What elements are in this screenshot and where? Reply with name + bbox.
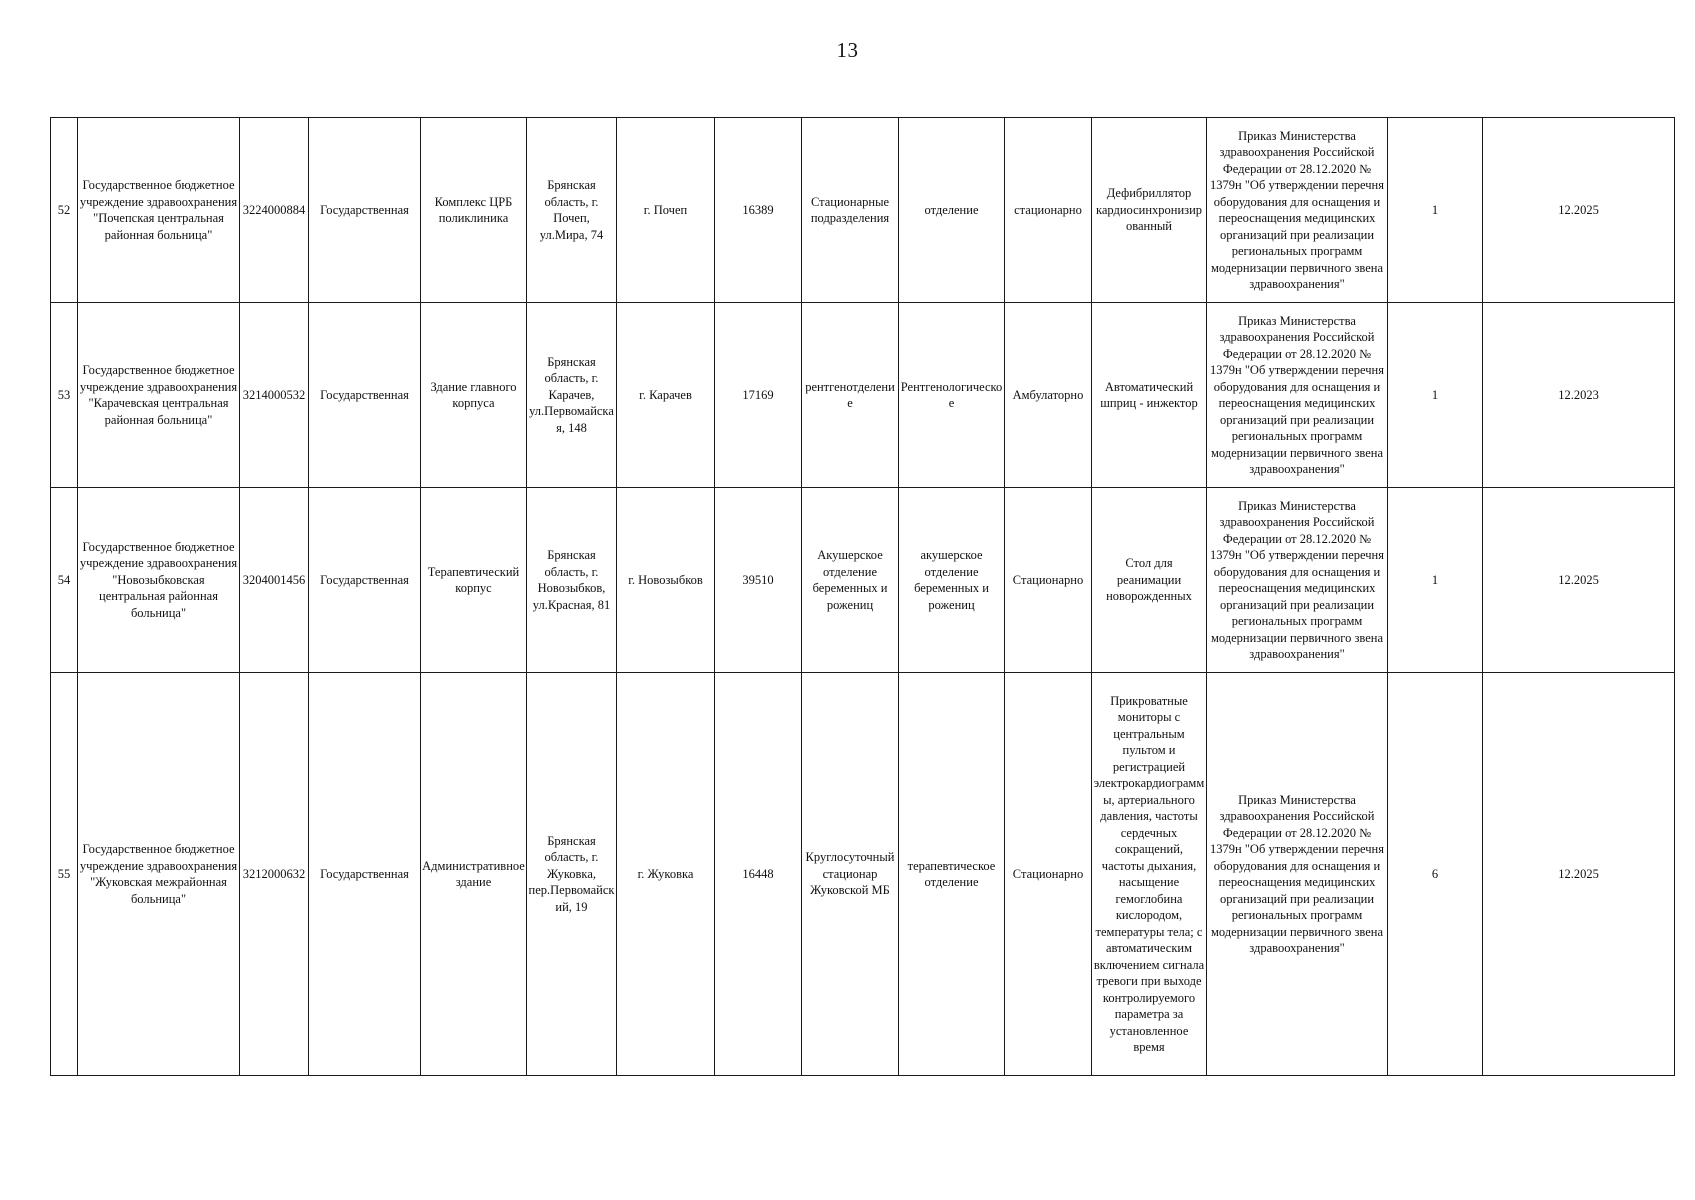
equipment-table	[50, 117, 1675, 1076]
inn-code: 3212000632	[240, 673, 309, 1076]
unit: Акушерское отделение беременных и рожениц	[802, 488, 899, 673]
delivery-date: 12.2025	[1483, 673, 1675, 1076]
care-type: Стационарно	[1005, 488, 1092, 673]
row-number: 52	[51, 118, 78, 303]
table-row	[51, 673, 1675, 1076]
care-type: Амбулаторно	[1005, 303, 1092, 488]
unit: Стационарные подразделения	[802, 118, 899, 303]
row-number: 55	[51, 673, 78, 1076]
page-number: 13	[836, 38, 859, 62]
population: 39510	[715, 488, 802, 673]
ownership-form: Государственная	[309, 488, 421, 673]
organization-name: Государственное бюджетное учреждение здравоохранения "Жуковская межрайонная больница"	[78, 673, 240, 1076]
row-number: 54	[51, 488, 78, 673]
locality: г. Карачев	[617, 303, 715, 488]
ownership-form: Государственная	[309, 118, 421, 303]
population: 17169	[715, 303, 802, 488]
quantity: 1	[1388, 488, 1483, 673]
quantity: 1	[1388, 118, 1483, 303]
department: отделение	[899, 118, 1005, 303]
legal-basis: Приказ Министерства здравоохранения Российской Федерации от 28.12.2020 № 1379н "Об утверждении перечня оборудования для оснащения и переоснащения медицинских организаций при реализации региональных программ модернизации первичного звена здравоохранения"	[1207, 118, 1388, 303]
quantity: 6	[1388, 673, 1483, 1076]
equipment: Прикроватные мониторы с центральным пультом и регистрацией электрокардиограммы, артериального давления, частоты сердечных сокращений, частоты дыхания, насыщение гемоглобина кислородом, температуры тела; с автоматическим включением сигнала тревоги при выходе контролируемого параметра за установленное время	[1092, 673, 1207, 1076]
table-row	[51, 303, 1675, 488]
locality: г. Почеп	[617, 118, 715, 303]
quantity: 1	[1388, 303, 1483, 488]
inn-code: 3214000532	[240, 303, 309, 488]
organization-name: Государственное бюджетное учреждение здравоохранения "Карачевская центральная районная больница"	[78, 303, 240, 488]
inn-code: 3204001456	[240, 488, 309, 673]
department: Рентгенологическое	[899, 303, 1005, 488]
legal-basis: Приказ Министерства здравоохранения Российской Федерации от 28.12.2020 № 1379н "Об утверждении перечня оборудования для оснащения и переоснащения медицинских организаций при реализации региональных программ модернизации первичного звена здравоохранения"	[1207, 673, 1388, 1076]
unit: рентгенотделение	[802, 303, 899, 488]
building-name: Административное здание	[421, 673, 527, 1076]
delivery-date: 12.2023	[1483, 303, 1675, 488]
inn-code: 3224000884	[240, 118, 309, 303]
ownership-form: Государственная	[309, 303, 421, 488]
equipment: Стол для реанимации новорожденных	[1092, 488, 1207, 673]
row-number: 53	[51, 303, 78, 488]
locality: г. Жуковка	[617, 673, 715, 1076]
care-type: Стационарно	[1005, 673, 1092, 1076]
building-name: Терапевтический корпус	[421, 488, 527, 673]
address: Брянская область, г. Карачев, ул.Первомайская, 148	[527, 303, 617, 488]
department: акушерское отделение беременных и рожениц	[899, 488, 1005, 673]
delivery-date: 12.2025	[1483, 118, 1675, 303]
care-type: стационарно	[1005, 118, 1092, 303]
legal-basis: Приказ Министерства здравоохранения Российской Федерации от 28.12.2020 № 1379н "Об утверждении перечня оборудования для оснащения и переоснащения медицинских организаций при реализации региональных программ модернизации первичного звена здравоохранения"	[1207, 488, 1388, 673]
equipment: Дефибриллятор кардиосинхронизированный	[1092, 118, 1207, 303]
building-name: Комплекс ЦРБ поликлиника	[421, 118, 527, 303]
unit: Круглосуточный стационар Жуковской МБ	[802, 673, 899, 1076]
building-name: Здание главного корпуса	[421, 303, 527, 488]
ownership-form: Государственная	[309, 673, 421, 1076]
organization-name: Государственное бюджетное учреждение здравоохранения "Новозыбковская центральная районная больница"	[78, 488, 240, 673]
organization-name: Государственное бюджетное учреждение здравоохранения "Почепская центральная районная больница"	[78, 118, 240, 303]
population: 16448	[715, 673, 802, 1076]
delivery-date: 12.2025	[1483, 488, 1675, 673]
locality: г. Новозыбков	[617, 488, 715, 673]
table-row	[51, 488, 1675, 673]
address: Брянская область, г. Жуковка, пер.Первомайский, 19	[527, 673, 617, 1076]
address: Брянская область, г. Новозыбков, ул.Красная, 81	[527, 488, 617, 673]
address: Брянская область, г. Почеп, ул.Мира, 74	[527, 118, 617, 303]
legal-basis: Приказ Министерства здравоохранения Российской Федерации от 28.12.2020 № 1379н "Об утверждении перечня оборудования для оснащения и переоснащения медицинских организаций при реализации региональных программ модернизации первичного звена здравоохранения"	[1207, 303, 1388, 488]
equipment: Автоматический шприц - инжектор	[1092, 303, 1207, 488]
table-row	[51, 118, 1675, 303]
department: терапевтическое отделение	[899, 673, 1005, 1076]
population: 16389	[715, 118, 802, 303]
